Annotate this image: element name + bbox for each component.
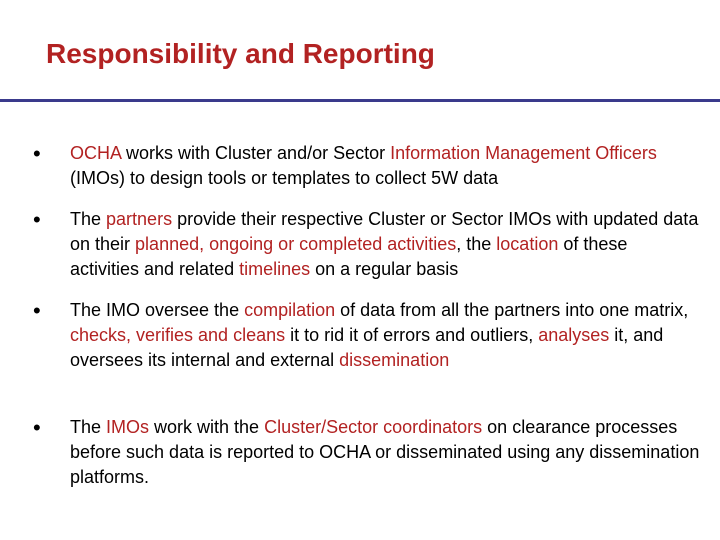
highlighted-text: planned, ongoing or completed activities [135,234,457,254]
highlighted-text: OCHA [70,143,122,163]
bullet-icon: • [33,415,41,440]
body-text: it to rid it of errors and outliers, [285,325,539,345]
body-text: works with Cluster and/or Sector [121,143,391,163]
body-text: on clearance processes before such data is reported to OCHA or disseminated using any dissemination platforms. [70,417,700,487]
body-text: of data from all the partners into one matrix, [335,300,689,320]
highlighted-text: IMOs [106,417,150,437]
title-divider [0,99,720,102]
bullet-icon: • [33,207,41,232]
highlighted-text: compilation [244,300,336,320]
body-text: on a regular basis [310,259,459,279]
bullet-text [70,141,700,191]
body-text: (IMOs) to design tools or templates to collect 5W data [70,168,499,188]
slide-title: Responsibility and Reporting [46,38,435,69]
highlighted-text: timelines [239,259,311,279]
highlighted-text: Cluster/Sector coordinators [264,417,483,437]
bullet-icon: • [33,298,41,323]
bullet-text [70,298,700,373]
highlighted-text: analyses [538,325,610,345]
highlighted-text: checks, verifies and cleans [70,325,286,345]
body-text: The [70,417,107,437]
highlighted-text: location [496,234,559,254]
body-text: , the [456,234,497,254]
body-text: The IMO oversee the [70,300,245,320]
bullet-icon: • [33,141,41,166]
highlighted-text: partners [106,209,173,229]
body-text: provide their respective Cluster or Sector IMOs with updated data on their [70,209,699,254]
body-text: it, and oversees its internal and external [70,325,664,370]
highlighted-text: dissemination [339,350,450,370]
bullet-text [70,415,700,490]
highlighted-text: Information Management Officers [390,143,657,163]
body-text: of these activities and related [70,234,628,279]
bullet-text [70,207,700,282]
body-text: work with the [149,417,265,437]
body-text: The [70,209,107,229]
